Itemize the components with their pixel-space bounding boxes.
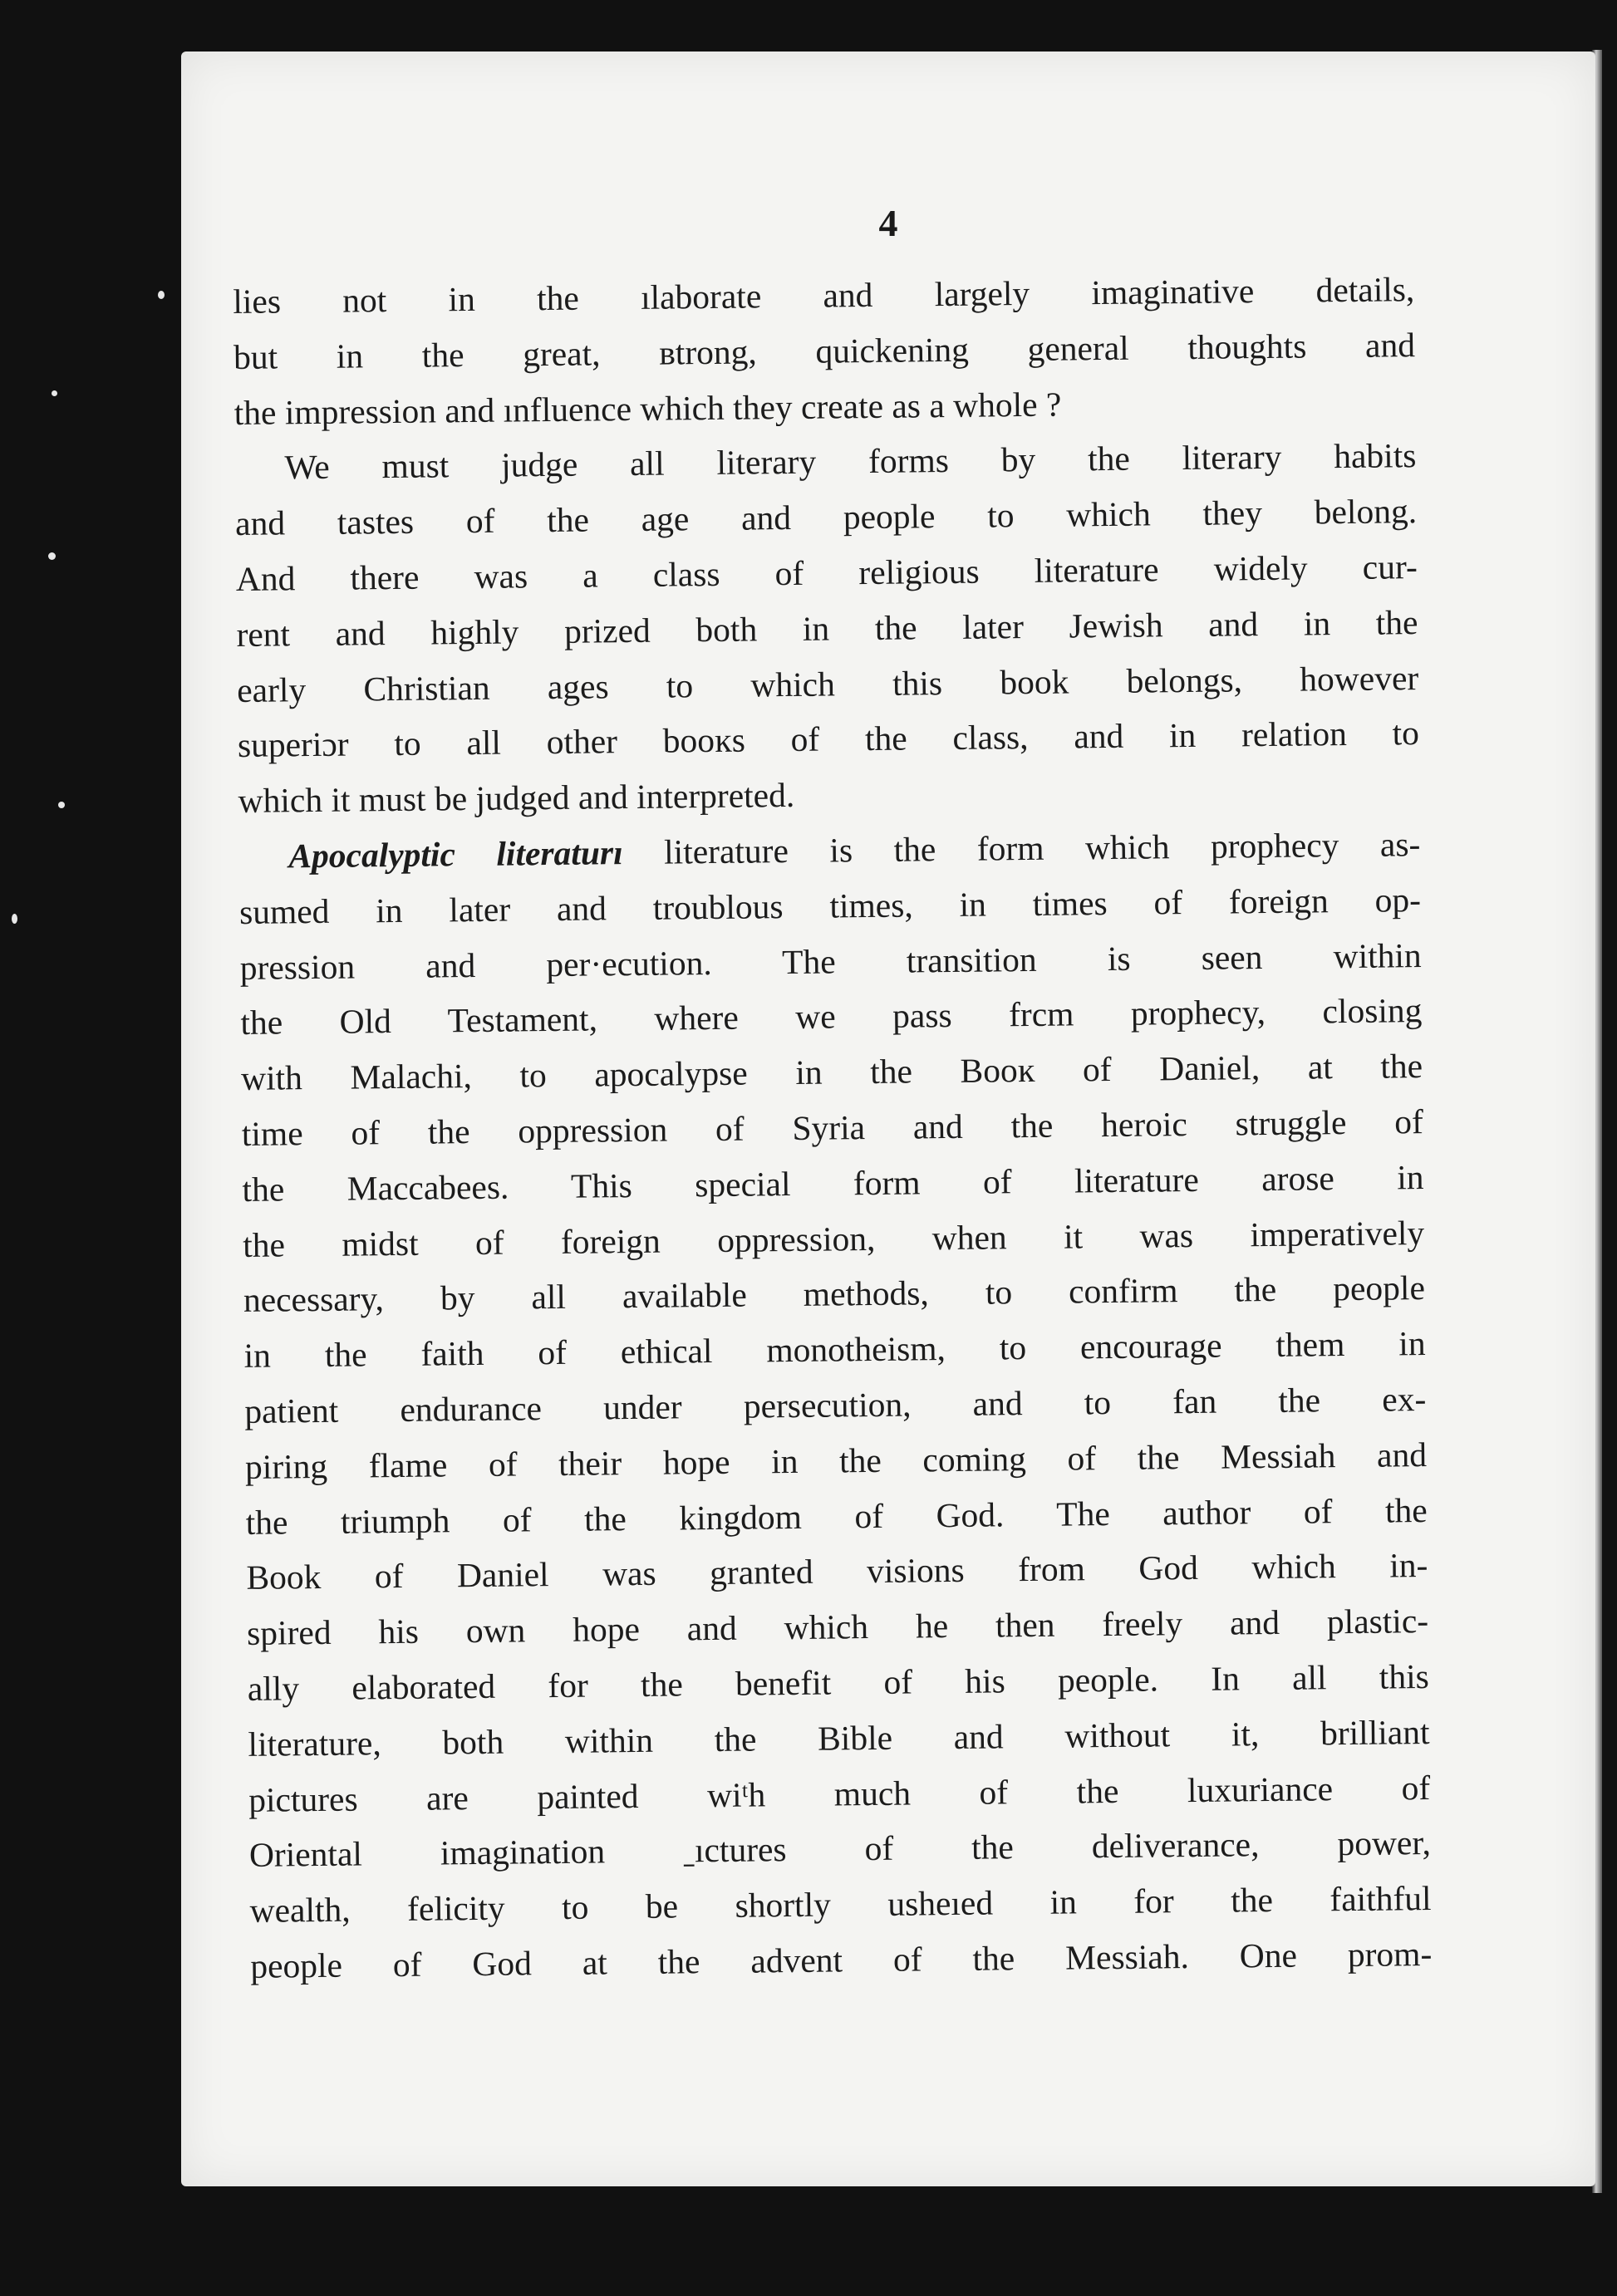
text-line: lies not in the ılaborate and largely imaginative details, [233,270,1415,321]
text-line: early Christian ages to which this book belongs, however [237,658,1419,709]
text-line: Oriental imagination ˍıctures of the deliverance, power, [248,1823,1432,1875]
text-line: people of God at the advent of the Messiah. One prom- [250,1934,1433,1985]
text-line: spired his own hope and which he then freely and plastic- [246,1602,1429,1653]
text-line: We must judge all literary forms by the literary habits [284,436,1417,487]
text-line: but in the great, вtrong, quickening general thoughts and [233,325,1416,376]
text-line: time of the oppression of Syria and the heroic struggle of [241,1102,1424,1153]
scan-speck [158,291,165,299]
page-number: 4 [878,202,898,244]
text-line: And there was a class of religious literature widely cur- [235,547,1418,598]
text-line: the midst of foreign oppression, when it was imperatively [242,1213,1425,1264]
text-line: wealth, felicity to be shortly usheıed in for the faithful [249,1879,1432,1930]
italic-term: Apocalyptic literaturı [288,833,623,876]
scan-speck [12,914,17,924]
text-line: pictures are painted wiᵗh much of the luxuriance of [248,1768,1431,1819]
text-line-rest: literature is the form which prophecy as- [663,825,1421,871]
text-line: Book of Daniel was granted visions from God which in- [246,1546,1428,1597]
text-line: necessary, by all available methods, to confirm the people [243,1268,1426,1320]
text-line: patient endurance under persecution, and to fan the ex- [244,1379,1427,1430]
text-line: with Malachi, to apocalypse in the Booĸ of Daniel, at the [240,1047,1423,1098]
body-text [233,262,1433,1994]
text-line: piring flame of their hope in the coming of the Messiah and [244,1435,1428,1486]
scan-speck [52,390,57,396]
text-line: and tastes of the age and people to which they belong. [234,492,1418,543]
text-line: literature, both within the Bible and without it, brilliant [248,1712,1430,1764]
text-line: the Maccabees. This special form of literature arose in [242,1157,1424,1209]
text-line: the Old Testament, where we pass frcm prophecy, closing [240,991,1423,1043]
text-line: the triumph of the kingdom of God. The author of the [245,1490,1428,1542]
text-line: rent and highly prized both in the later Jewish and in the [236,602,1418,654]
text-line: in the faith of ethical monotheism, to encourage them in [243,1324,1426,1376]
text-line: which it must be judged and interpreted. [238,776,795,821]
scan-speck [48,552,56,560]
text-line: superiɔr to all other booĸѕ of the class, and in relation to [237,714,1420,765]
scan-speck [58,802,65,808]
text-line: pression and per·ecution. The transition is seen within [239,935,1422,987]
text-line: sumed in later and troublous times, in times of foreign op- [238,880,1422,931]
text-line: ally elaborated for the benefit of his people. In all this [247,1656,1429,1708]
text-line: the impression and ınfluence which they create as a whole ? [233,385,1062,432]
